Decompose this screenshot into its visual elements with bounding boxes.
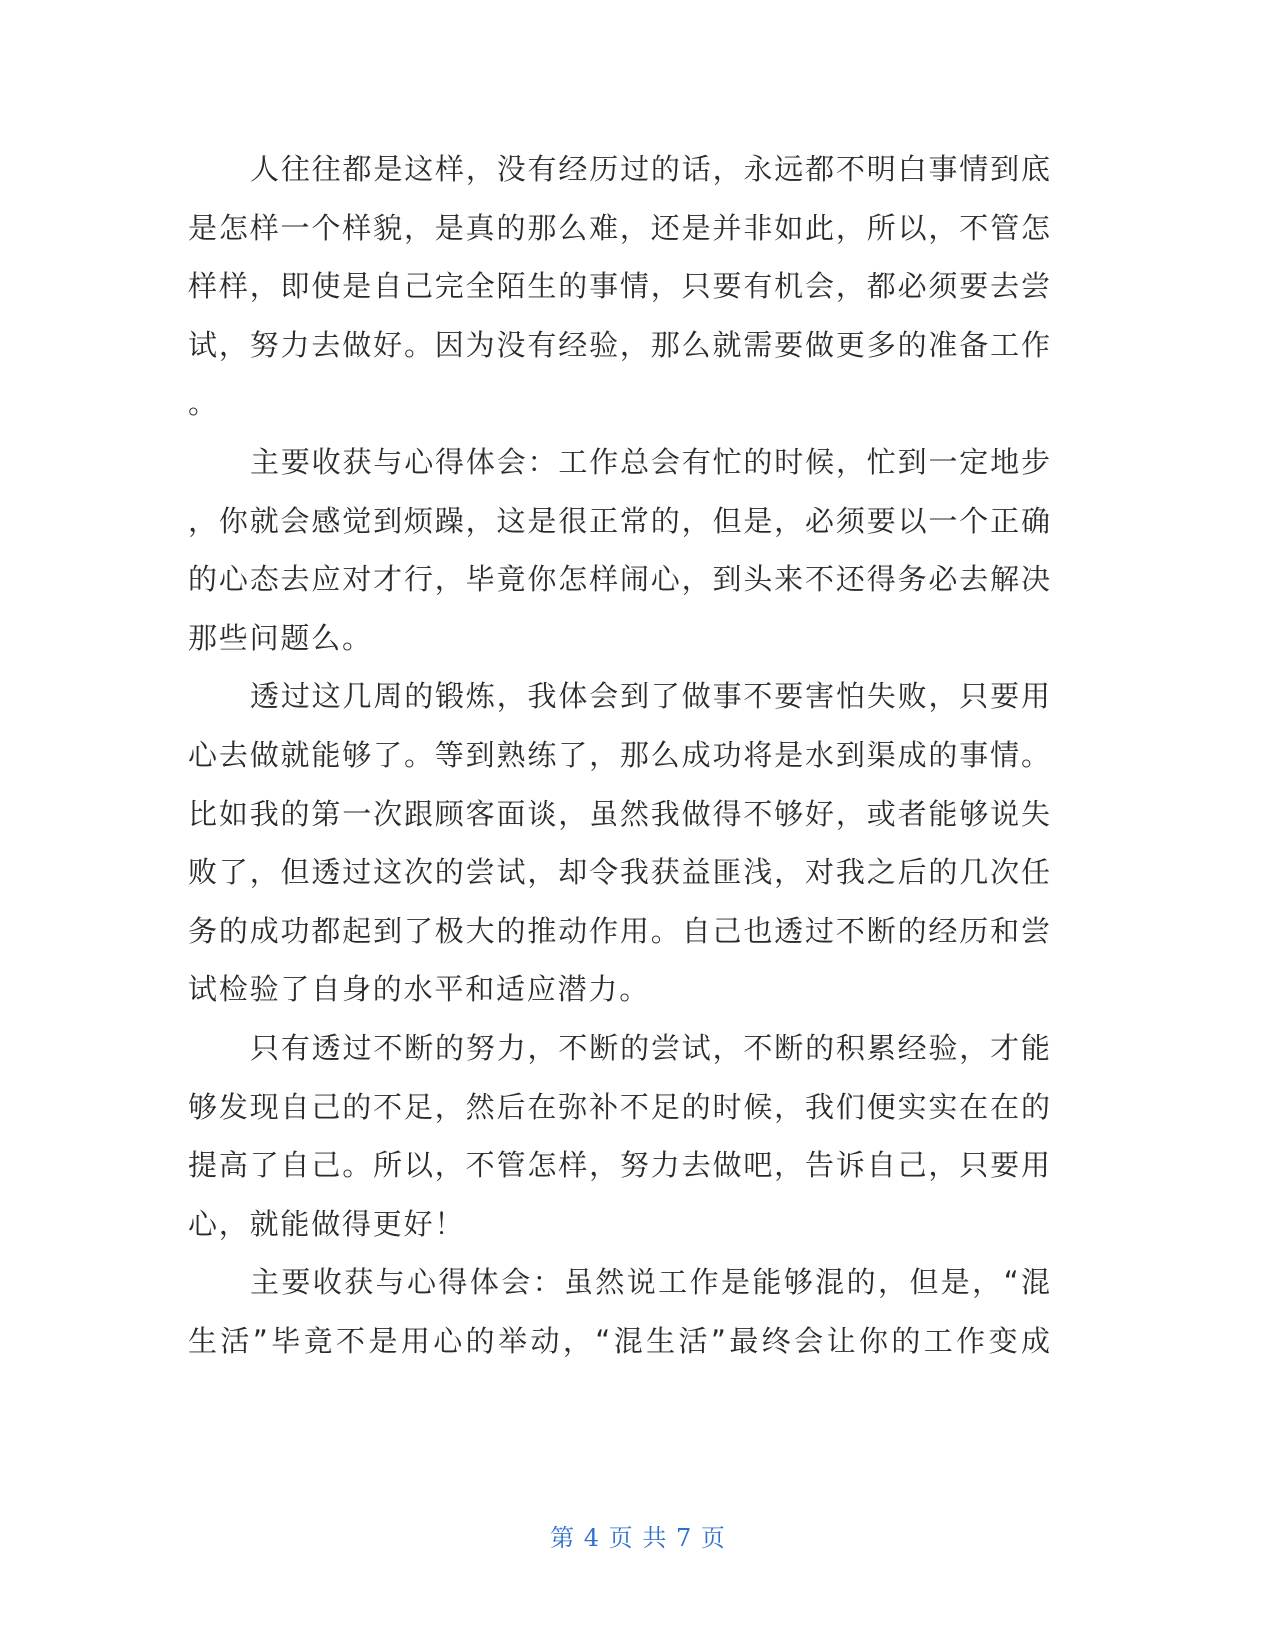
total-page-number: 7	[675, 1524, 692, 1552]
paragraph-line: 透过这几周的锻炼，我体会到了做事不要害怕失败，只要用	[250, 679, 1050, 714]
paragraph-line: 样样，即使是自己完全陌生的事情，只要有机会，都必须要去尝	[188, 269, 1050, 304]
paragraph-line: 生活”毕竟不是用心的举动，“混生活”最终会让你的工作变成	[188, 1323, 1050, 1358]
paragraph-line: ，你就会感觉到烦躁，这是很正常的，但是，必须要以一个正确	[188, 503, 1050, 538]
paragraph-line: 。	[188, 386, 219, 421]
document-body	[188, 140, 1050, 1370]
paragraph-line: 提高了自己。所以，不管怎样，努力去做吧，告诉自己，只要用	[188, 1148, 1050, 1183]
paragraph-line: 那些问题么。	[188, 620, 373, 655]
footer-page-unit: 页	[608, 1524, 633, 1552]
paragraph-line: 的心态去应对才行，毕竟你怎样闹心，到头来不还得务必去解决	[188, 562, 1050, 597]
paragraph-line: 是怎样一个样貌，是真的那么难，还是并非如此，所以，不管怎	[188, 210, 1050, 245]
footer-prefix: 第	[550, 1524, 575, 1552]
paragraph-line: 比如我的第一次跟顾客面谈，虽然我做得不够好，或者能够说失	[188, 796, 1050, 831]
footer-total-unit: 页	[700, 1524, 725, 1552]
paragraph-line: 主要收获与心得体会：工作总会有忙的时候，忙到一定地步	[250, 444, 1050, 479]
paragraph-line: 试检验了自身的水平和适应潜力。	[188, 972, 651, 1007]
paragraph-line: 败了，但透过这次的尝试，却令我获益匪浅，对我之后的几次任	[188, 855, 1050, 890]
paragraph-line: 试，努力去做好。因为没有经验，那么就需要做更多的准备工作	[188, 327, 1050, 362]
paragraph-line: 人往往都是这样，没有经历过的话，永远都不明白事情到底	[250, 152, 1050, 186]
paragraph-line: 心去做就能够了。等到熟练了，那么成功将是水到渠成的事情。	[188, 737, 1050, 772]
paragraph-line: 主要收获与心得体会：虽然说工作是能够混的，但是，“混	[250, 1265, 1050, 1300]
paragraph-line: 务的成功都起到了极大的推动作用。自己也透过不断的经历和尝	[188, 913, 1050, 948]
footer-total-prefix: 共	[642, 1524, 667, 1552]
page-footer	[0, 1518, 1275, 1553]
paragraph-line: 心，就能做得更好！	[188, 1206, 466, 1241]
current-page-number: 4	[583, 1524, 600, 1552]
paragraph-line: 够发现自己的不足，然后在弥补不足的时候，我们便实实在在的	[188, 1089, 1050, 1124]
paragraph-line: 只有透过不断的努力，不断的尝试，不断的积累经验，才能	[250, 1030, 1050, 1065]
